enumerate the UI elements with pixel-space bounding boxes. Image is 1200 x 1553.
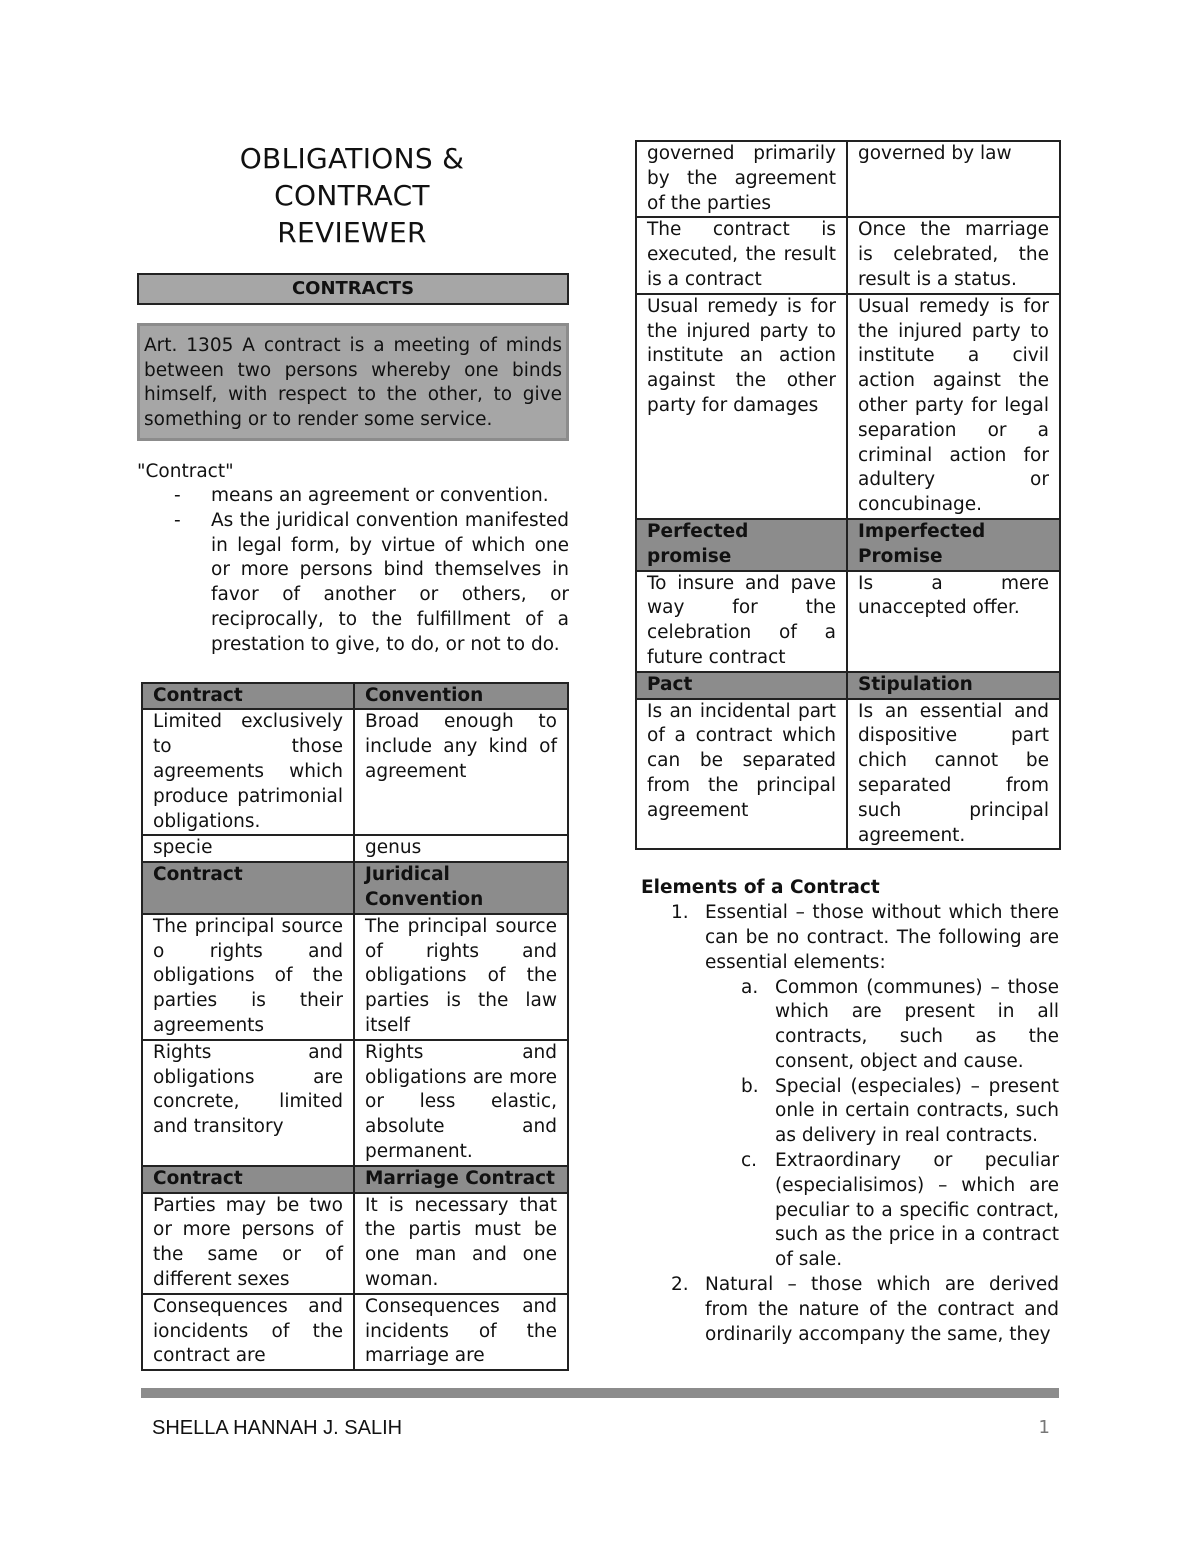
table-cell: governed primarily by the agreement of the parties — [636, 141, 847, 217]
definition-item: - As the juridical convention manifested in legal form, by virtue of which one or more persons bind themselves in favor of another or others, or reciprocally, to the fulfillment of a prestation to give, to do, or not to do. — [174, 509, 569, 655]
table-header-cell: Stipulation — [847, 672, 1060, 699]
table-header-cell: Juridical Convention — [354, 862, 568, 914]
dash-bullet: - — [174, 485, 181, 506]
table-header-cell: Contract — [142, 1166, 354, 1193]
page-number: 1 — [1038, 1417, 1050, 1438]
table-row — [636, 699, 1060, 850]
table-header-row — [636, 672, 1060, 699]
table-cell: Rights and obligations are more or less elastic, absolute and permanent. — [354, 1040, 568, 1166]
table-cell: Is an incidental part of a contract which can be separated from the principal agreement — [636, 699, 847, 850]
table-row — [636, 141, 1060, 217]
table-header-cell: Contract — [142, 862, 354, 914]
table-row — [142, 1294, 568, 1370]
sub-element-item — [705, 976, 1059, 1075]
table-header-cell: Convention — [354, 683, 568, 710]
elements-list — [641, 901, 1059, 1347]
section-banner: CONTRACTS — [137, 273, 569, 305]
table-cell: Is a mere unaccepted offer. — [847, 571, 1060, 672]
table-header-row — [142, 683, 568, 710]
definition-list — [137, 484, 569, 658]
left-column — [137, 140, 569, 1371]
table-header-cell: Contract — [142, 683, 354, 710]
table-cell: It is necessary that the partis must be one man and one woman. — [354, 1193, 568, 1294]
table-cell: The contract is executed, the result is a contract — [636, 217, 847, 293]
table-row — [142, 1193, 568, 1294]
dash-bullet: - — [174, 509, 181, 531]
table-cell: Once the marriage is celebrated, the result is a status. — [847, 217, 1060, 293]
table-cell: Is an essential and dispositive part chich cannot be separated from such principal agreement. — [847, 699, 1060, 850]
element-item — [641, 1273, 1059, 1347]
table-cell: specie — [142, 835, 354, 862]
list-number: 1. — [671, 902, 689, 924]
table-cell: Rights and obligations are concrete, limited and transitory — [142, 1040, 354, 1166]
element-item — [641, 901, 1059, 1273]
table-header-cell: Marriage Contract — [354, 1166, 568, 1193]
table-cell: To insure and pave way for the celebration of a future contract — [636, 571, 847, 672]
table-header-row — [636, 519, 1060, 571]
sub-element-list — [705, 976, 1059, 1274]
table-cell: Usual remedy is for the injured party to institute a civil action against the other party for legal separation or a criminal action for adultery or concubinage. — [847, 294, 1060, 519]
sub-element-text: Special (especiales) – present onle in certain contracts, such as delivery in real contracts. — [775, 1075, 1059, 1147]
table-cell: Parties may be two or more persons of the same or of different sexes — [142, 1193, 354, 1294]
list-letter: b. — [741, 1075, 759, 1097]
table-cell: Usual remedy is for the injured party to institute an action against the other party for damages — [636, 294, 847, 519]
table-header-cell: Imperfected Promise — [847, 519, 1060, 571]
title-line: OBLIGATIONS & — [239, 142, 465, 175]
footer-author: SHELLA HANNAH J. SALIH — [152, 1417, 403, 1439]
document-title — [137, 140, 567, 251]
article-box: Art. 1305 A contract is a meeting of minds between two persons whereby one binds himself, with respect to the other, to give something or to render some service. — [137, 323, 569, 441]
sub-element-item — [705, 1075, 1059, 1149]
table-cell: The principal source of rights and obligations of the parties is the law itself — [354, 914, 568, 1040]
table-cell: Consequences and ioncidents of the contract are — [142, 1294, 354, 1370]
element-text: Natural – those which are derived from the nature of the contract and ordinarily accompany the same, they — [705, 1274, 1059, 1345]
table-row — [142, 1040, 568, 1166]
table-row — [142, 914, 568, 1040]
table-cell: governed by law — [847, 141, 1060, 217]
table-row — [636, 217, 1060, 293]
title-line: REVIEWER — [277, 216, 427, 249]
definition-term: "Contract" — [137, 461, 234, 482]
table-row — [142, 709, 568, 835]
table-header-row — [142, 862, 568, 914]
elements-section — [641, 876, 1059, 1347]
footer-rule — [141, 1388, 1059, 1398]
table-row — [142, 835, 568, 862]
table-row — [636, 294, 1060, 519]
sub-element-item — [705, 1149, 1059, 1273]
table-cell: Limited exclusively to those agreements which produce patrimonial obligations. — [142, 709, 354, 835]
comparison-table-right — [635, 140, 1061, 850]
elements-heading: Elements of a Contract — [641, 877, 880, 899]
table-row — [636, 571, 1060, 672]
table-cell: Consequences and incidents of the marriage are — [354, 1294, 568, 1370]
list-letter: c. — [741, 1150, 758, 1172]
table-cell: genus — [354, 835, 568, 862]
table-cell: The principal source o rights and obligations of the parties is their agreements — [142, 914, 354, 1040]
sub-element-text: Extraordinary or peculiar (especialisimos) – which are peculiar to a specific contract, such as the price in a contract of sale. — [775, 1150, 1059, 1271]
definition-item: - means an agreement or convention. — [137, 484, 569, 509]
table-header-row — [142, 1166, 568, 1193]
table-cell: Broad enough to include any kind of agreement — [354, 709, 568, 835]
sub-element-text: Common (communes) – those which are present in all contracts, such as the consent, object and cause. — [775, 976, 1059, 1072]
list-number: 2. — [671, 1274, 689, 1296]
table-header-cell: Pact — [636, 672, 847, 699]
element-text: Essential – those without which there can be no contract. The following are essential elements: — [705, 902, 1059, 973]
list-letter: a. — [741, 976, 759, 998]
comparison-table-left — [141, 682, 569, 1372]
right-column — [635, 140, 1059, 1347]
table-header-cell: Perfected promise — [636, 519, 847, 571]
title-line: CONTRACT — [274, 179, 430, 212]
